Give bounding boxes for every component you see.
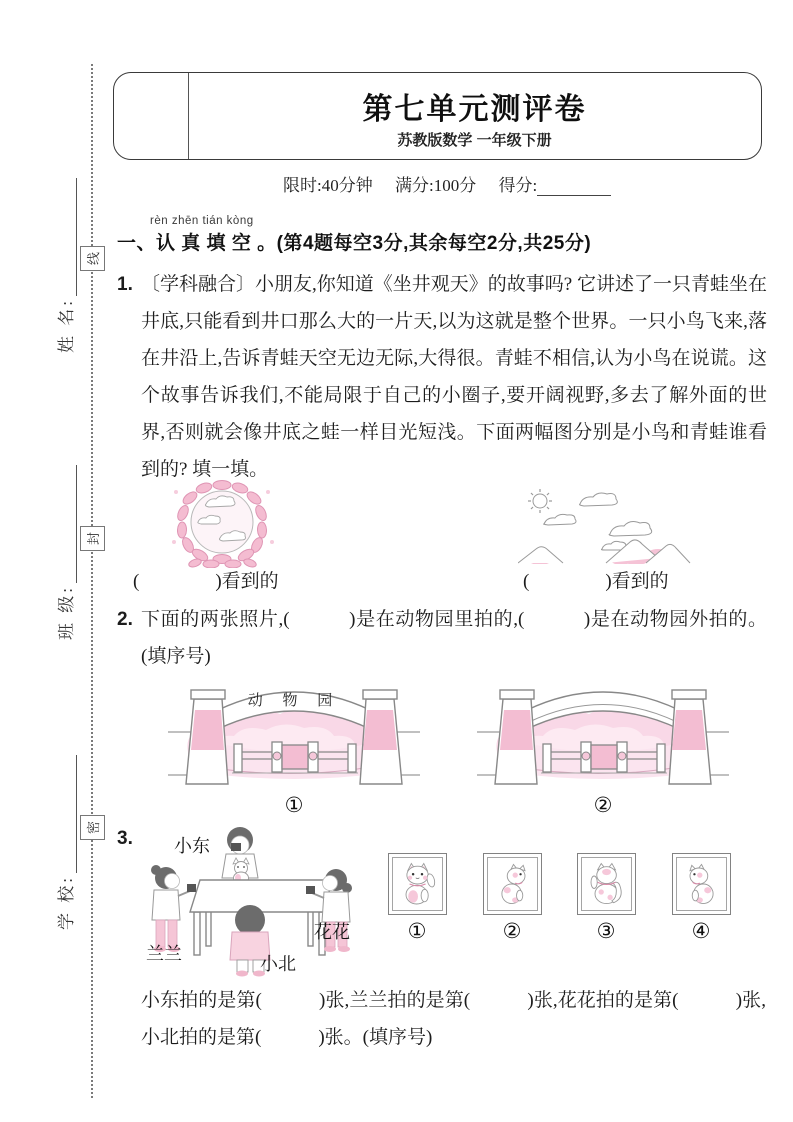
school-label: 学 校:: [57, 875, 76, 930]
score-label: 得分:: [498, 176, 538, 195]
seal-char-feng: [80, 526, 105, 551]
zoo-gate-front-image: [168, 672, 420, 792]
time-limit: 限时:40分钟: [283, 176, 373, 195]
school-field: [52, 730, 78, 930]
cat-front-view-image: [398, 862, 438, 906]
paper-header-box: [113, 72, 762, 160]
class-blank: [58, 465, 77, 583]
question-2-text: 下面的两张照片,( )是在动物园里拍的,( )是在动物园外拍的。(填序号): [141, 609, 767, 667]
class-field: [52, 440, 78, 640]
cat-photo-1-number: ①: [407, 919, 427, 943]
name-label-xiaodong: 小东: [174, 836, 210, 856]
section-pinyin: rèn zhēn tián kòng: [150, 215, 254, 227]
zoo-photo-2-number: ②: [593, 793, 613, 817]
seal-char-mi: [80, 815, 105, 840]
paper-title: 第七单元测评卷: [362, 93, 587, 126]
well-view-image: [162, 480, 284, 568]
paper-subtitle: 苏教版数学 一年级下册: [397, 132, 552, 149]
seal-char-mi-text: 密: [85, 820, 101, 835]
student-name-field: [52, 153, 78, 353]
question-1: [117, 266, 767, 488]
question-1-text: 〔学科融合〕小朋友,你知道《坐井观天》的故事吗? 它讲述了一只青蛙坐在井底,只能看到井口那么大的一片天,以为这就是整个世界。一只小鸟飞来,落在井沿上,告诉青蛙天空无边无际,大得很。青蛙不相信,认为小鸟在说谎。这个故事告诉我们,不能局限于自己的小圈子,要开阔视野,多去了解外面的世界,否则就会像井底之蛙一样目光短浅。下面两幅图分别是小鸟和青蛙谁看到的? 填一填。: [141, 274, 767, 480]
cat-photo-4-side: [672, 853, 731, 915]
kids-photographing-cat-scene: [138, 820, 370, 978]
cat-photo-4-number: ④: [691, 919, 711, 943]
cat-back-view-image: [587, 862, 627, 906]
question-3-text: 小东拍的是第( )张,兰兰拍的是第( )张,花花拍的是第( )张,小北拍的是第( )张。(填序号): [141, 990, 766, 1048]
zoo-gate-back-image: [477, 672, 729, 792]
exam-info-line: [283, 171, 611, 196]
full-score: 满分:100分: [394, 176, 477, 195]
name-label-huahua: 花花: [314, 922, 350, 942]
cat-side-left-view-image: [682, 862, 722, 906]
q1-blank-left: ( )看到的: [133, 571, 279, 592]
open-sky-image: [518, 486, 703, 564]
q1-blank-right: ( )看到的: [523, 571, 669, 592]
question-1-number: 1.: [117, 274, 133, 295]
question-3-text-block: [141, 982, 766, 1056]
question-2: [117, 601, 767, 675]
cat-photo-1-front: [388, 853, 447, 915]
class-label: 班 级:: [57, 585, 76, 640]
school-blank: [58, 755, 77, 873]
student-name-label: 姓 名:: [57, 298, 76, 353]
cat-photo-2-side: [483, 853, 542, 915]
seal-char-feng-text: 封: [85, 531, 101, 546]
cat-side-right-view-image: [493, 862, 533, 906]
question-3-number: 3.: [117, 828, 133, 849]
zoo-photo-1-number: ①: [284, 793, 304, 817]
zoo-gate-sign-text: 动 物 园: [247, 693, 341, 709]
question-2-number: 2.: [117, 609, 133, 630]
section-heading: 一、认 真 填 空 。(第4题每空3分,其余每空2分,共25分): [117, 233, 592, 254]
cat-photo-3-number: ③: [596, 919, 616, 943]
seal-char-line-text: 线: [85, 251, 101, 266]
seal-dotted-line: [91, 64, 93, 1098]
cat-photo-3-back: [577, 853, 636, 915]
seal-char-line: [80, 246, 105, 271]
name-label-lanlan: 兰兰: [146, 944, 182, 964]
score-blank: [537, 178, 611, 196]
cat-photo-2-number: ②: [502, 919, 522, 943]
student-name-blank: [58, 178, 77, 296]
name-label-xiaobei: 小北: [260, 954, 296, 974]
